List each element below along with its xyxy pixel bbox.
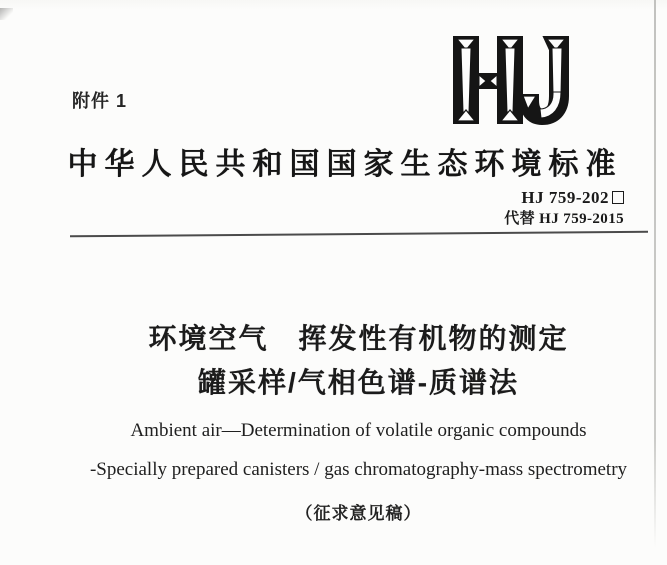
hj-logo-icon xyxy=(448,34,588,126)
scanned-page-edge xyxy=(654,0,656,548)
standard-number xyxy=(504,188,624,208)
title-cn-line2: 罐采样/气相色谱-质谱法 xyxy=(197,367,520,398)
blank-year-box xyxy=(612,191,624,204)
replaces-label: 代替 HJ 759-2015 xyxy=(504,211,624,227)
standard-number-block xyxy=(504,188,624,228)
title-cn-line1: 环境空气 挥发性有机物的测定 xyxy=(148,323,569,354)
title-en-line1: Ambient air—Determination of volatile organic compounds xyxy=(130,420,587,441)
scan-smudge xyxy=(0,8,13,20)
hj-logo xyxy=(448,34,588,126)
standard-number-text: HJ 759-202 xyxy=(521,188,609,207)
draft-note: （征求意见稿） xyxy=(295,504,422,523)
title-en-line2: -Specially prepared canisters / gas chromatography-mass spectrometry xyxy=(89,459,628,480)
attachment-label: 附件 1 xyxy=(72,91,128,111)
header-divider-rule xyxy=(70,231,648,238)
org-title: 中华人民共和国国家生态环境标准 xyxy=(67,148,623,181)
